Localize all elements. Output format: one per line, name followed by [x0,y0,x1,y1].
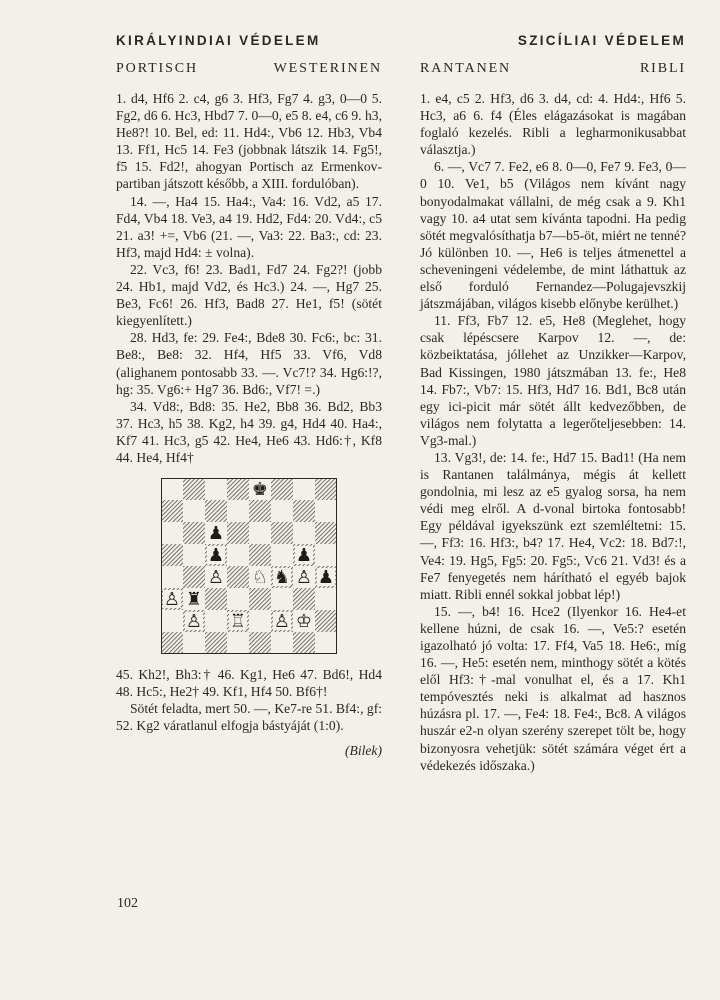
game-paragraph: 15. —, b4! 16. Hce2 (Ilyenkor 16. He4-et kellene húzni, de csak 16. —, Ve5:? esetén igazolható jó volta: 17. Ff4, Va5 18. He6:, míg 16. —, He5: esetén nem, minthogy sötét a kötés elől Hf3:†-mal vonulhat el, és a 17. Kh1 tempóvesztés neki is alkalmat ad hasznos húzásra pl. 17. —, Fe4: 18. Fe4:, Bc8. A világos huszár e2-n olyan szerény szerepet tölt be, hogy bizonyosra vehetjük: sötét számára véget ért a védekezés időszaka.) [420,603,686,773]
dark-square [249,544,271,566]
light-square [293,478,315,500]
dark-square [227,566,249,588]
dark-square [205,632,227,654]
light-square [183,500,205,522]
dark-square [293,500,315,522]
game-paragraph: 6. —, Vc7 7. Fe2, e6 8. 0—0, Fe7 9. Fe3, 0—0 10. Ve1, b5 (Világos nem kívánt nagy bonyodalmakat vállalni, de még csak a 9. Kh1 vagy 10. a4 utat sem kívánta tapodni. Ha pedig sötét megvalósíthatja b7—b5-öt, miért ne tenné? Jó különben 10. —, He6 is teljes átmenettel a scheveningeni védelembe, de mint láthattuk az első forduló Fernandez—Polugajevszkij játszmájában, világos kisebb előnybe kerülhet.) [420,159,686,312]
light-square [205,610,227,632]
game-paragraph: 14. —, Ha4 15. Ha4:, Va4: 16. Vd2, a5 17. Fd4, Vb4 18. Ve3, a4 19. Hd2, Fd4: 20. Vd4:, c5 21. a3! +=, Vb6 (21. —, Va3: 22. Ba3:, cd: 23. Hf3, majd Hd4: ± volna). [116,193,382,260]
right-column [420,30,686,774]
light-square [161,610,183,632]
white-pawn-icon: ♙ [273,611,291,633]
game-paragraph: 1. e4, c5 2. Hf3, d6 3. d4, cd: 4. Hd4:, Hf6 5. Hc3, a6 6. f4 (Éles elágazásokat is magában foglaló kezelés. Ribli a legharmonikusabbat választja.) [420,91,686,158]
light-square [183,544,205,566]
white-pawn-icon: ♙ [163,589,181,611]
light-square [205,478,227,500]
light-square [249,610,271,632]
white-rook-icon: ♖ [229,611,247,633]
game-paragraph: 45. Kh2!, Bh3:† 46. Kg1, He6 47. Bd6!, Hd4 48. Hc5:, He2† 49. Kf1, Hf4 50. Bf6†! [116,667,382,700]
light-square [227,588,249,610]
dark-square [227,522,249,544]
light-square [271,500,293,522]
game-paragraph: 28. Hd3, fe: 29. Fe4:, Bde8 30. Fc6:, bc: 31. Be8:, Be8: 32. Hf4, Hf5 33. Vf6, Vd8 (alighanem pontosabb 33. —. Vc7!? 34. Hg6:!?, hg: 35. Vg6:+ Hg7 36. Bd6:, Vf7! =.) [116,330,382,397]
light-square [227,544,249,566]
black-knight-icon: ♞ [273,567,291,589]
dark-square [161,544,183,566]
game-paragraph: 22. Vc3, f6! 23. Bad1, Fd7 24. Fg2?! (jobb 24. Hb1, majd Vd2, és Hc3.) 24. —, Hg7 25. Be3, Fc6! 26. Hf3, Bad8 27. He1, f5! (sötét kiegyenlített.) [116,261,382,329]
light-square [315,632,337,654]
white-pawn-icon: ♙ [185,611,203,633]
dark-square [183,566,205,588]
black-player-name: WESTERINEN [273,61,382,76]
black-pawn-icon: ♟ [317,567,335,589]
dark-square [183,478,205,500]
light-square [183,632,205,654]
game-paragraph: 11. Ff3, Fb7 12. e5, He8 (Meglehet, hogy csak lépéscsere Karpov 12. —, de: közbeiktatása, jóllehet az Unzikker—Karpov, Bad Kissingen, 1980 játszmában 13. fe:, He8 14. Fb7:, Vb7: 15. Hf3, Hd7 16. Bd1, Bc8 után egy ici-picit már sötét állt kedvezőbben, de világos nem folytatta a legerőteljesebben: 14. Vg3-mal.) [420,313,686,448]
left-column [116,30,382,760]
dark-square [227,478,249,500]
game-paragraph: 34. Vd8:, Bd8: 35. He2, Bb8 36. Bd2, Bb3 37. Hc3, h5 38. Kg2, h4 39. g4, Hd4 40. Ha4:, Kf7 41. Hc3, g5 42. He4, He6 43. Hd6:†, Kf8 44. He4, Hf4† [116,398,382,465]
light-square [249,522,271,544]
dark-square [161,500,183,522]
dark-square [315,478,337,500]
right-section-title: SZICÍLIAI VÉDELEM [517,33,686,48]
left-section-title: KIRÁLYINDIAI VÉDELEM [116,33,321,48]
white-king-icon: ♔ [295,611,313,633]
black-pawn-icon: ♟ [207,545,225,567]
game-paragraph: 13. Vg3!, de: 14. fe:, Hd7 15. Bad1! (Ha nem is Rantanen találmánya, mégis át kellett gondolnia, mi lesz az e5 gyalog sorsa, ha nem védi meg elről. A d-vonal birtoka fontosabb! Egy példával igyekszünk ezt szemléltetni: 15. —, Ff3: 16. Hf3:, b4? 17. He4, Vc2: 18. Bd7:!, Ve4: 19. Hg5, Fg5: 20. Fg5:, Vc6 21. Vd3! és a Fe7 fenyegetés nem hárítható el egyéb bajok miatt. Ribli ennél sokkal jobbat lép!) [420,449,686,602]
dark-square [315,610,337,632]
left-game-players [116,58,382,80]
light-square [315,500,337,522]
light-square [227,632,249,654]
light-square [271,544,293,566]
light-square [315,588,337,610]
light-square [315,544,337,566]
dark-square [205,588,227,610]
chess-board [161,478,337,654]
dark-square [293,588,315,610]
annotator-signature: (Bilek) [345,743,382,759]
black-rook-icon: ♜ [185,589,203,611]
light-square [161,566,183,588]
dark-square [271,478,293,500]
dark-square [315,522,337,544]
page-number: 102 [117,896,138,911]
right-game-annotation [420,90,686,774]
dark-square [161,632,183,654]
game-paragraph: Sötét feladta, mert 50. —, Ke7-re 51. Bf4:, gf: 52. Kg2 váratlanul elfogja bástyáját (1:0). [116,701,382,734]
dark-square [205,500,227,522]
dark-square [183,522,205,544]
white-player-name: PORTISCH [116,61,199,76]
game-paragraph: 1. d4, Hf6 2. c4, g6 3. Hf3, Fg7 4. g3, 0—0 5. Fg2, d6 6. Hc3, Hbd7 7. 0—0, e5 8. e4, c6 9. h3, He8?! 10. Bel, ed: 11. Hd4:, Vb6 12. Hb3, Vb4 13. Ff1, Hc5 14. Fe3 (jobbnak látszik 14. Fg5!, f5 15. Fd2!, ahogyan Portisch az Ermenkov-partiban játszott később, a XIII. fordulóban). [116,91,382,192]
right-game-players [420,58,686,80]
black-king-icon: ♚ [251,479,269,501]
left-game-annotation [116,90,382,760]
white-player-name: RANTANEN [420,61,512,76]
white-pawn-icon: ♙ [295,567,313,589]
black-player-name: RIBLI [639,61,686,76]
black-pawn-icon: ♟ [207,523,225,545]
light-square [161,478,183,500]
dark-square [249,632,271,654]
dark-square [249,500,271,522]
dark-square [249,588,271,610]
white-pawn-icon: ♙ [207,567,225,589]
light-square [227,500,249,522]
black-pawn-icon: ♟ [295,545,313,567]
white-knight-icon: ♘ [251,567,269,589]
light-square [161,522,183,544]
light-square [271,588,293,610]
dark-square [271,522,293,544]
dark-square [293,632,315,654]
light-square [271,632,293,654]
chess-diagram [161,478,337,654]
light-square [293,522,315,544]
